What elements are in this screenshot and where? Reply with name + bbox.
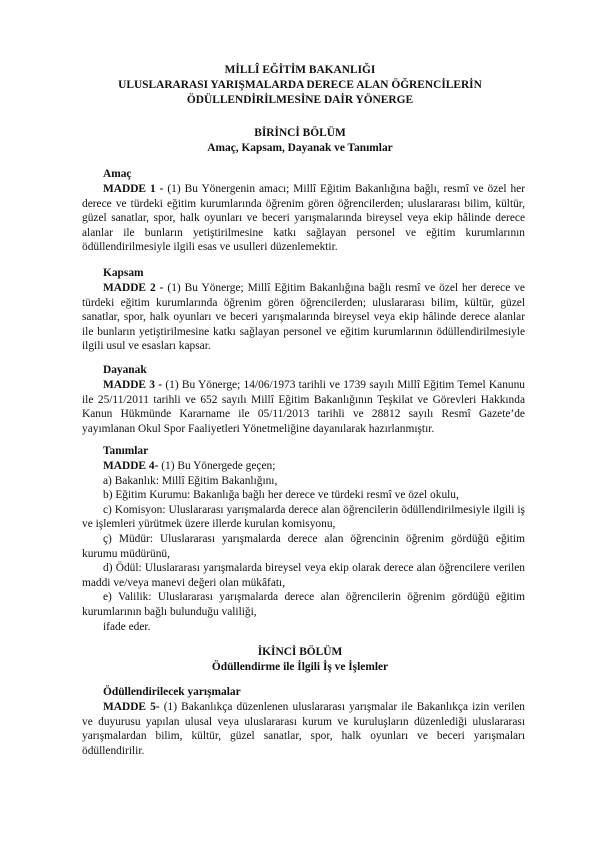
article-1-text	[82, 182, 525, 255]
heading-dayanak: Dayanak	[103, 364, 147, 376]
article-5-text	[82, 700, 525, 758]
article-3-text	[82, 378, 525, 436]
directive-title-line1: ULUSLARARASI YARIŞMALARDA DERECE ALAN ÖĞRENCİLERİN	[118, 79, 482, 91]
definition-closing: ifade eder.	[103, 620, 151, 633]
definition-item: ç) Müdür: Uluslararası yarışmalarda derece alan öğrencinin öğrenim gördüğü eğitim kurumu müdürünü,	[82, 532, 525, 560]
article-3-number: MADDE 3 -	[103, 379, 163, 391]
article-2-number: MADDE 2 -	[103, 282, 164, 294]
article-4-number: MADDE 4-	[103, 460, 159, 472]
article-3-body: (1) Bu Yönerge; 14/06/1973 tarihli ve 1739 sayılı Millî Eğitim Temel Kanunu ile 25/11/2011 tarihli ve 652 sayılı Millî Eğitim Bakanlığının Teşkilat ve Görevleri Hakkında Kanun Hükmünde Kararname ile 05/11/2013 tarihli ve 28812 sayılı Resmî Gazete’de yayımlanan Okul Spor Faaliyetleri Yönetmeliğine dayanılarak hazırlanmıştır.	[82, 379, 525, 435]
part2-subtitle: Ödüllendirme ile İlgili İş ve İşlemler	[211, 661, 389, 673]
article-2-body: (1) Bu Yönerge; Millî Eğitim Bakanlığına bağlı resmî ve özel her derece ve türdeki eğitim kurumlarında öğrenim gören öğrencilerden; uluslararası bilim, kültür, güzel sanatlar, spor, halk oyunları ve beceri yarışmalarında bireysel veya ekip hâlinde derece alanlar ile bunların yetiştirilmesine katkı sağlayan personel ve eğitim kurumlarının ödüllendirilmesiyle ilgili usul ve esasları kapsar.	[82, 282, 525, 353]
section-dayanak	[103, 363, 524, 378]
ministry-title: MİLLÎ EĞİTİM BAKANLIĞI	[224, 64, 376, 76]
section-kapsam	[103, 266, 524, 281]
definition-item: d) Ödül: Uluslararası yarışmalarda bireysel veya ekip olarak derece alan öğrencilere verilen maddi ve/veya manevi değeri olan mükâfatı,	[82, 562, 525, 589]
article-2	[82, 281, 525, 354]
definition-item: a) Bakanlık: Millî Eğitim Bakanlığını,	[103, 474, 278, 487]
article-5	[82, 700, 525, 758]
part1-title: BİRİNCİ BÖLÜM	[254, 127, 346, 139]
heading-amac: Amaç	[103, 168, 132, 180]
section-amac	[103, 167, 524, 182]
section-odul	[103, 685, 524, 700]
article-1	[82, 182, 525, 255]
directive-title-line2: ÖDÜLLENDİRİLMESİNE DAİR YÖNERGE	[186, 94, 414, 106]
article-1-body: (1) Bu Yönergenin amacı; Millî Eğitim Bakanlığına bağlı, resmî ve özel her derece ve türdeki eğitim kurumlarında öğrenim gören öğrencilerden; uluslararası bilim, kültür, güzel sanatlar, spor, halk oyunları ve beceri yarışmalarında bireysel veya ekip hâlinde derece alanlar ile bunların yetiştirilmesine katkı sağlayan personel ve eğitim kurumlarının ödüllendirilmesiyle ilgili esas ve usulleri düzenlemektir.	[82, 183, 525, 254]
definition-item: e) Valilik: Uluslararası yarışmalarda derece alan öğrencilerin öğrenim gördüğü eğitim kurumlarının bağlı bulunduğu valiliği,	[82, 591, 525, 618]
heading-kapsam: Kapsam	[103, 267, 144, 279]
article-5-body: (1) Bakanlıkça düzenlenen uluslararası yarışmalar ile Bakanlıkça izin verilen ve duyurusu yapılan ulusal veya uluslararası kurum ve kuruluşların düzenlediği uluslararası yarışmalardan bilim, kültür, güzel sanatlar, spor, halk oyunları ve beceri yarışmaları ödüllendirilir.	[82, 701, 525, 757]
heading-odul: Ödüllendirilecek yarışmalar	[103, 686, 241, 698]
article-4-intro	[82, 459, 525, 474]
article-1-number: MADDE 1 -	[103, 183, 164, 195]
article-3	[82, 378, 525, 436]
article-4-intro-text: (1) Bu Yönergede geçen;	[158, 460, 276, 472]
part2-title: İKİNCİ BÖLÜM	[257, 646, 343, 658]
article-5-number: MADDE 5-	[103, 701, 160, 713]
definition-item: c) Komisyon: Uluslararası yarışmalarda derece alan öğrencilerin ödüllendirilmesiyle ilgili iş ve işlemleri yürütmek üzere illerde kurulan komisyonu,	[82, 503, 525, 531]
article-2-text	[82, 281, 525, 354]
heading-tanimlar: Tanımlar	[103, 445, 149, 457]
article-4	[82, 459, 525, 634]
definition-item: b) Eğitim Kurumu: Bakanlığa bağlı her derece ve türdeki resmî ve özel okulu,	[103, 489, 459, 502]
section-tanimlar	[103, 444, 524, 459]
part1-subtitle: Amaç, Kapsam, Dayanak ve Tanımlar	[207, 142, 393, 154]
